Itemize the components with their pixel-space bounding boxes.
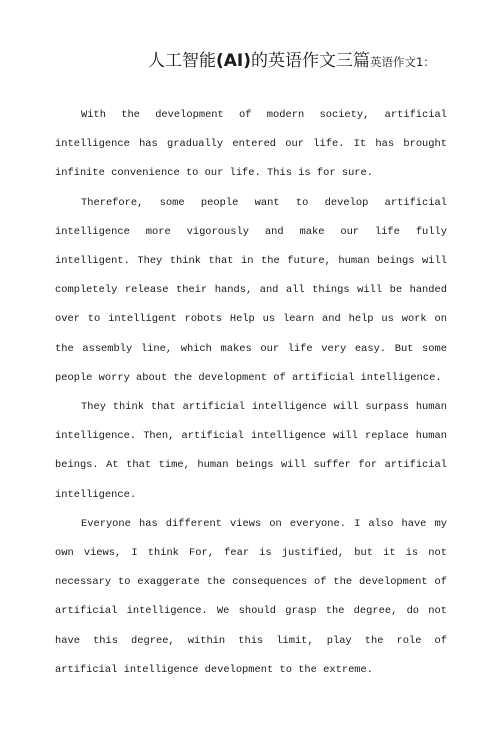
paragraph-4: Everyone has different views on everyone. I also have my own views, I think For, fear is justified, but it is not necessary to exaggerate the consequences of the development of artificial intelligence. We should grasp the degree, do not have this degree, within this limit, play the role of artificial intelligence development to the extreme.: [55, 517, 447, 676]
title-main: 人工智能(AI)的英语作文三篇: [148, 51, 371, 71]
document-body: [55, 101, 447, 685]
document-title: [148, 46, 435, 71]
paragraph-1: With the development of modern society, artificial intelligence has gradually entered our life. It has brought infinite convenience to our life. This is for sure.: [55, 109, 447, 180]
title-subtitle: 英语作文1：: [370, 55, 435, 69]
title-ai: (AI): [216, 51, 252, 71]
paragraph-2: Therefore, some people want to develop artificial intelligence more vigorously and make our life fully intelligent. They think that in the future, human beings will completely release their hands, and all things will be handed over to intelligent robots Help us learn and help us work on the assembly line, which makes our life very easy. But some people worry about the development of artificial intelligence.: [55, 196, 447, 384]
paragraph-3: They think that artificial intelligence will surpass human intelligence. Then, artificial intelligence will replace human beings. At that time, human beings will suffer for artificial intelligence.: [55, 401, 447, 501]
